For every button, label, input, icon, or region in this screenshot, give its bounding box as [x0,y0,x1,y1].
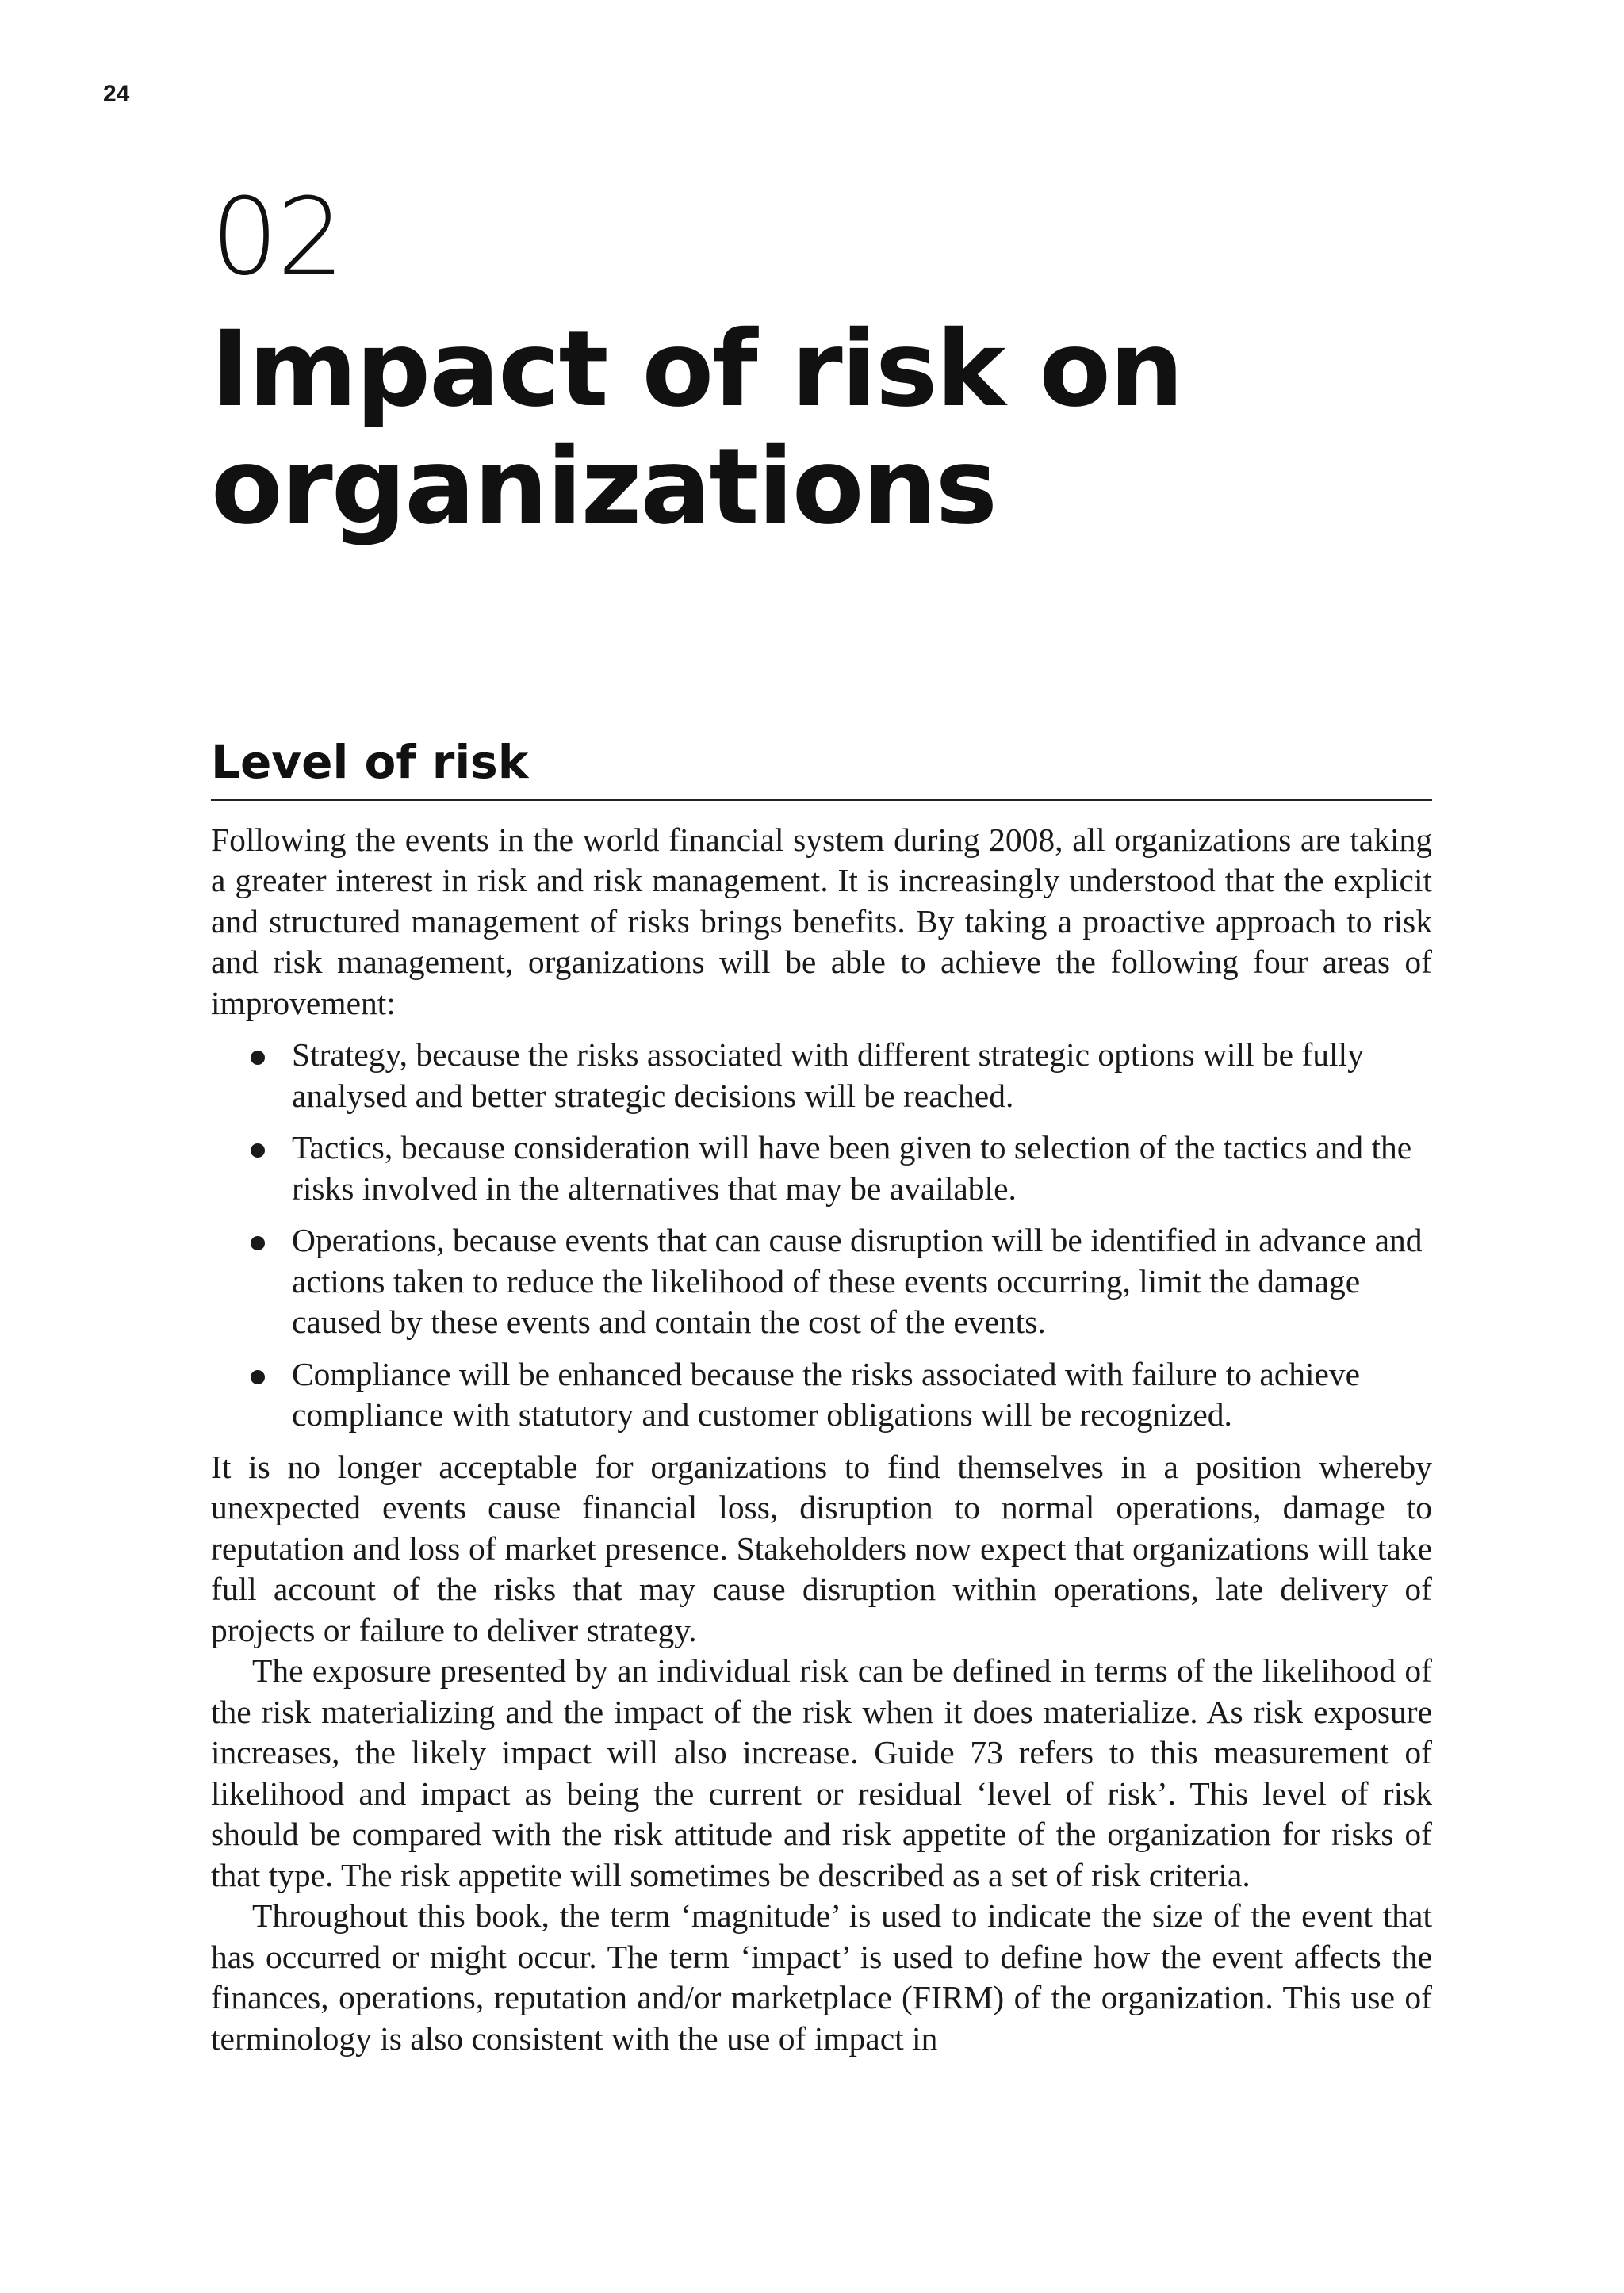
bullet-text: Compliance will be enhanced because the risks associated with failure to achieve compliance with statutory and customer obligations will be recognized. [292,1355,1361,1434]
main-content [211,737,1432,2059]
bullet-item-operations [292,1220,1432,1343]
paragraph-4: Throughout this book, the term ‘magnitude’ is used to indicate the size of the event that has occurred or might occur. The term ‘impact’ is used to define how the event affects the finances, operations, reputation and/or marketplace (FIRM) of the organization. This use of terminology is also consistent with the use of impact in [211,1897,1432,2057]
chapter-title: Impact of risk on organizations [211,308,1182,548]
paragraph-intro: Following the events in the world financial system during 2008, all organizations are taking a greater interest in risk and risk management. It is increasingly understood that the explicit and structured management of risks brings benefits. By taking a proactive approach to risk and risk management, organizations will be able to achieve the following four areas of improvement: [211,821,1432,1021]
bullet-item-strategy [292,1035,1432,1116]
chapter-header [211,175,1448,548]
bullet-text: Strategy, because the risks associated with different strategic options will be fully analysed and better strategic decisions will be reached. [292,1036,1364,1114]
bullet-icon [251,1143,265,1158]
bullet-text: Tactics, because consideration will have been given to selection of the tactics and the risks involved in the alternatives that may be available. [292,1129,1412,1207]
paragraph-3: The exposure presented by an individual risk can be defined in terms of the likelihood of the risk materializing and the impact of the risk when it does materialize. As risk exposure increases, the likely impact will also increase. Guide 73 refers to this measurement of likelihood and impact as being the current or residual ‘level of risk’. This level of risk should be compared with the risk attitude and risk appetite of the organization for risks of that type. The risk appetite will sometimes be described as a set of risk criteria. [211,1652,1432,1893]
bullet-icon [251,1236,265,1250]
bullet-list [211,1035,1432,1436]
bullet-item-tactics [292,1127,1432,1209]
paragraph-2: It is no longer acceptable for organizations to find themselves in a position whereby unexpected events cause financial loss, disruption to normal operations, damage to reputation and loss of market presence. Stakeholders now expect that organizations will take full account of the risks that may cause disruption within operations, late delivery of projects or failure to deliver strategy. [211,1448,1432,1648]
bullet-icon [251,1051,265,1065]
page-number: 24 [103,81,130,107]
chapter-number: 02 [211,175,343,299]
bullet-text: Operations, because events that can cause disruption will be identified in advance and actions taken to reduce the likelihood of these events occurring, limit the damage caused by these events and contain the cost of the events. [292,1222,1423,1341]
section-heading: Level of risk [211,737,1432,801]
bullet-item-compliance [292,1354,1432,1436]
bullet-icon [251,1370,265,1384]
